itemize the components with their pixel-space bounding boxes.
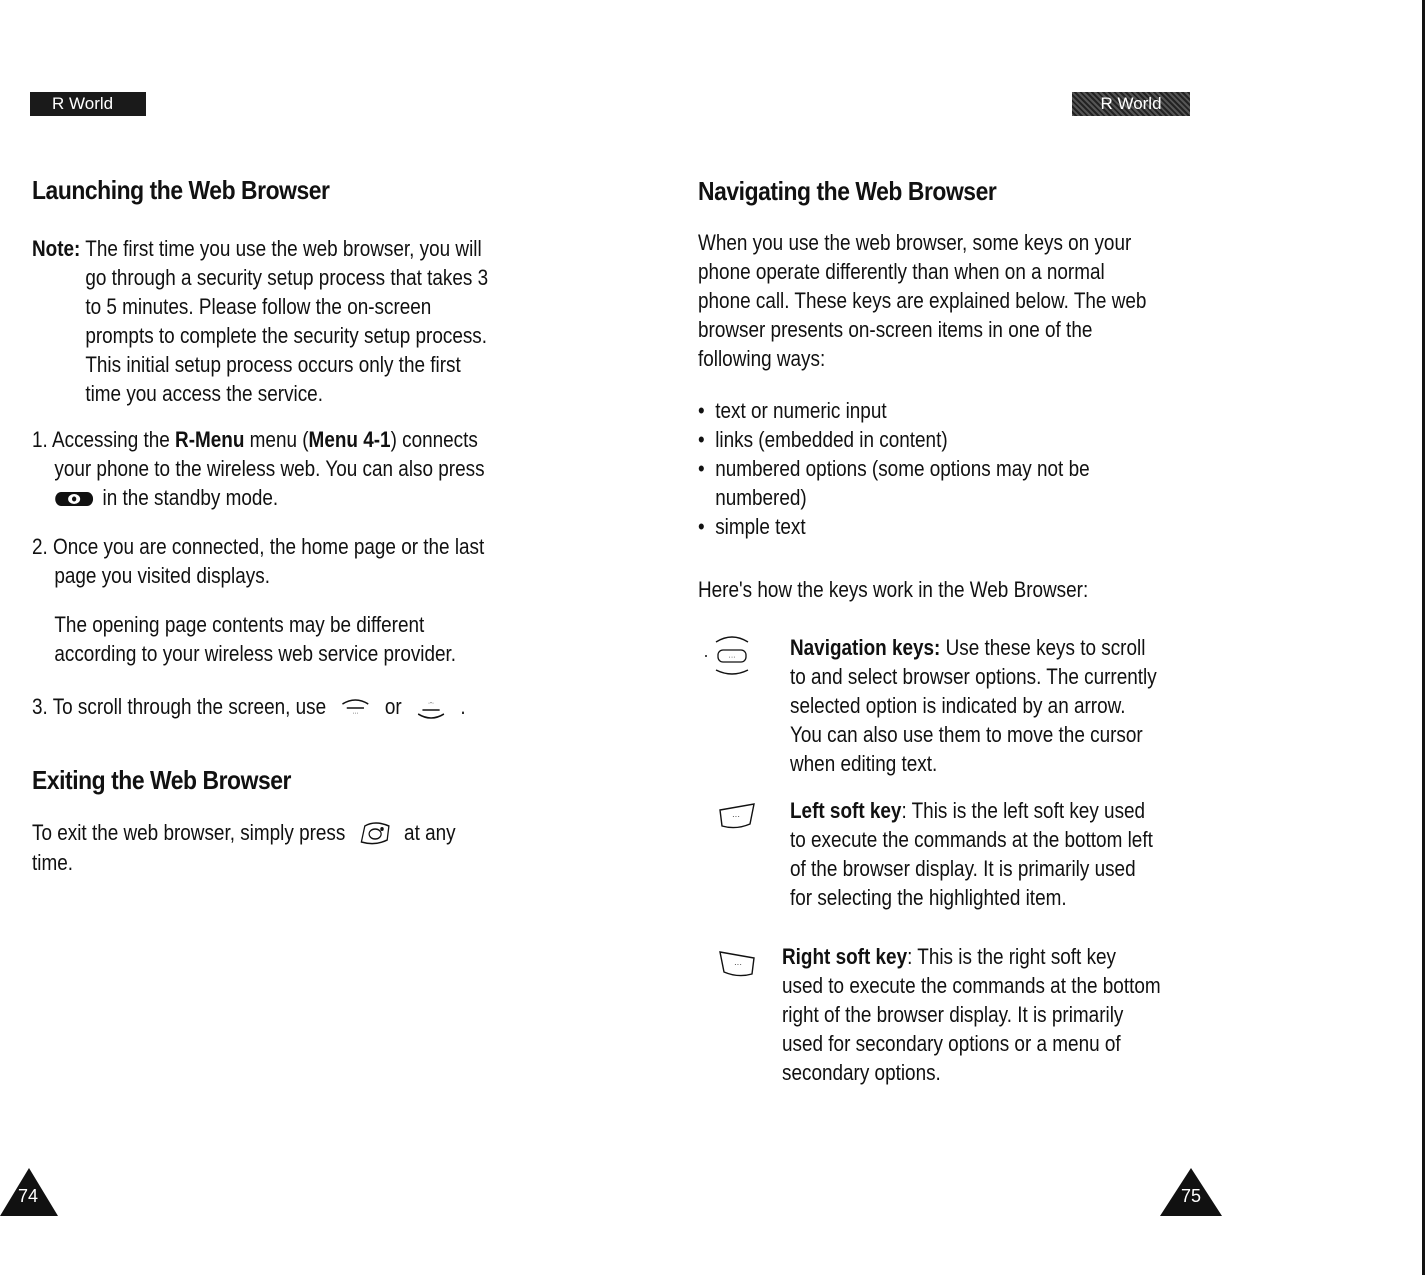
exiting-title: Exiting the Web Browser [32, 765, 291, 795]
exit-line2: time. [32, 850, 74, 876]
page-number-left [0, 1168, 58, 1216]
right-soft-line-5: secondary options. [782, 1060, 941, 1085]
right-soft-key-desc [782, 942, 1221, 1087]
note-line-6: time you access the service. [85, 381, 323, 406]
navigation-keys-icon [704, 632, 760, 680]
page-number-right-label: 75 [1180, 1186, 1202, 1206]
keys-intro: Here's how the keys work in the Web Browser: [698, 577, 1089, 602]
note-line-1: The first time you use the web browser, you will [85, 236, 482, 261]
right-soft-line-3: right of the browser display. It is primarily [782, 1002, 1124, 1027]
exit-line1-suffix: at any [404, 820, 456, 845]
step1-bold-menu: Menu 4-1 [308, 427, 391, 452]
step1-bold-rmenu: R-Menu [175, 427, 245, 452]
left-soft-key-label: Left soft key [790, 798, 902, 823]
step2-line2: page you visited displays. [54, 563, 270, 588]
nav-desc-line-1: Use these keys to scroll [940, 635, 1146, 660]
note-line-3: to 5 minutes. Please follow the on-screen [85, 294, 432, 319]
step1-line3: in the standby mode. [102, 485, 279, 510]
step1-mid: menu ( [244, 427, 309, 452]
bullet-list [698, 396, 1197, 541]
step1-suffix: ) connects [390, 427, 478, 452]
svg-text:···: ··· [734, 960, 742, 969]
navigation-keys-label: Navigation keys: [790, 635, 941, 660]
bullet-item: • simple text [698, 512, 1197, 541]
step1-line2: your phone to the wireless web. You can also press [54, 456, 485, 481]
step3-suffix: . [460, 694, 466, 719]
step2-para-line1: The opening page contents may be different [54, 612, 425, 637]
step-1 [32, 425, 514, 512]
left-soft-line-2: to execute the commands at the bottom left [790, 827, 1153, 852]
nav-up-key-icon [340, 698, 371, 718]
step-2 [32, 532, 514, 668]
right-soft-line-4: used for secondary options or a menu of [782, 1031, 1121, 1056]
navigating-title: Navigating the Web Browser [698, 176, 997, 206]
note-block [32, 234, 514, 408]
nav-desc-line-2: to and select browser options. The currently [790, 664, 1157, 689]
svg-text:···: ··· [732, 812, 740, 821]
intro-line-2: phone operate differently than when on a normal [698, 259, 1105, 284]
left-soft-line-1: : This is the left soft key used [901, 798, 1146, 823]
bullet-item-continuation: numbered) [715, 485, 807, 510]
step1-prefix: 1. Accessing the [32, 427, 176, 452]
bullet-item: • links (embedded in content) [698, 425, 1197, 454]
exit-line1-prefix: To exit the web browser, simply press [32, 820, 346, 845]
right-soft-line-2: used to execute the commands at the bottom [782, 973, 1161, 998]
page-number-left-label: 74 [17, 1186, 39, 1206]
navigation-keys-desc [790, 633, 1220, 778]
left-soft-line-4: for selecting the highlighted item. [790, 885, 1067, 910]
svg-text:···: ··· [728, 654, 736, 661]
nav-down-key-icon [416, 696, 447, 720]
left-soft-key-icon [716, 800, 762, 834]
exit-paragraph [32, 818, 514, 877]
step3-or: or [384, 694, 402, 719]
header-tab-right-label: R World [1100, 94, 1162, 113]
right-soft-key-label: Right soft key [782, 944, 908, 969]
launching-title: Launching the Web Browser [32, 175, 330, 205]
page-number-right [1160, 1168, 1222, 1216]
intro-line-3: phone call. These keys are explained below. The web [698, 288, 1147, 313]
browser-key-icon [54, 490, 94, 508]
intro-paragraph [698, 228, 1197, 373]
nav-desc-line-4: You can also use them to move the cursor [790, 722, 1143, 747]
svg-text:·-·: ·-· [427, 699, 435, 708]
left-soft-line-3: of the browser display. It is primarily used [790, 856, 1136, 881]
step3-prefix: 3. To scroll through the screen, use [32, 694, 327, 719]
intro-line-5: following ways: [698, 346, 826, 371]
header-tab-left-label: R World [52, 94, 114, 113]
step2-para-line2: according to your wireless web service provider. [54, 641, 457, 666]
end-key-icon [358, 820, 392, 848]
nav-desc-line-5: when editing text. [790, 751, 938, 776]
header-tab-left [30, 92, 146, 116]
note-line-5: This initial setup process occurs only the first [85, 352, 461, 377]
left-soft-key-desc [790, 796, 1220, 912]
header-tab-right [1072, 92, 1190, 116]
step2-line1: 2. Once you are connected, the home page or the last [32, 534, 485, 559]
right-soft-line-1: : This is the right soft key [907, 944, 1117, 969]
intro-line-1: When you use the web browser, some keys on your [698, 230, 1132, 255]
note-label: Note: [32, 236, 81, 261]
bullet-item: • text or numeric input [698, 396, 1197, 425]
intro-line-4: browser presents on-screen items in one of the [698, 317, 1093, 342]
page-edge-rule [1422, 0, 1425, 1275]
svg-text:···: ··· [352, 709, 359, 718]
nav-desc-line-3: selected option is indicated by an arrow. [790, 693, 1126, 718]
right-soft-key-icon [716, 948, 762, 982]
bullet-item: • numbered options (some options may not be [698, 454, 1197, 483]
note-line-2: go through a security setup process that takes 3 [85, 265, 489, 290]
step-3 [32, 692, 514, 721]
note-line-4: prompts to complete the security setup process. [85, 323, 488, 348]
